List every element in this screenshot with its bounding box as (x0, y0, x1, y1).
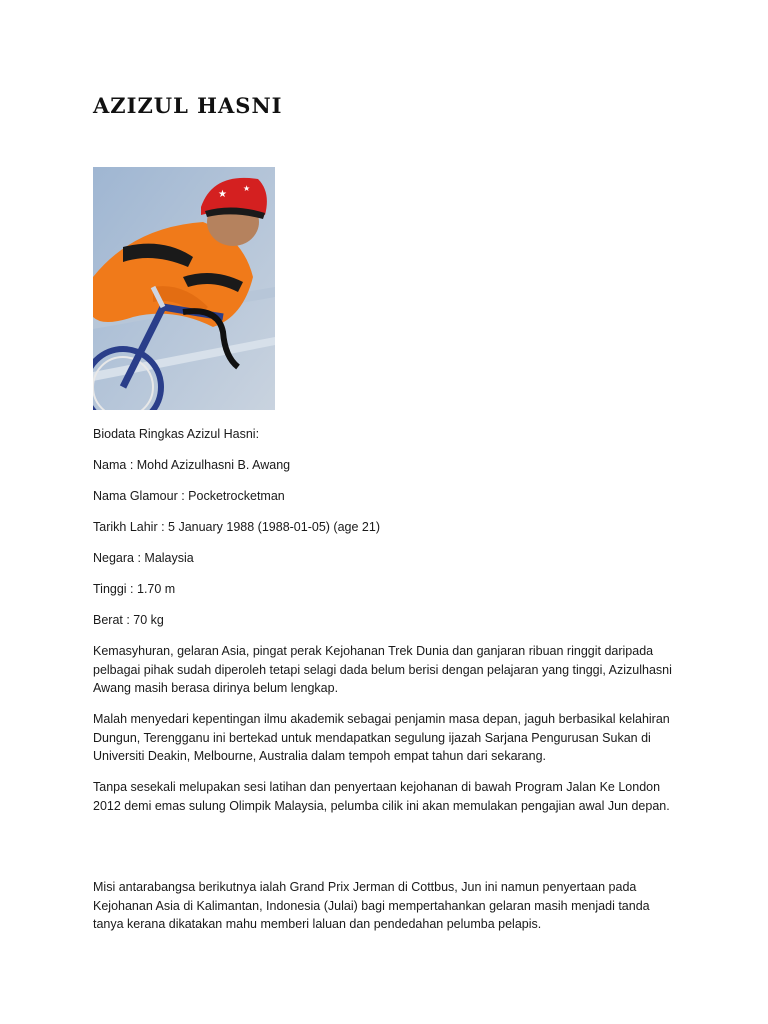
field-tinggi: Tinggi : 1.70 m (93, 582, 176, 596)
paragraph-4: Misi antarabangsa berikutnya ialah Grand Prix Jerman di Cottbus, Jun ini namun penyertaan pada Kejohanan Asia di Kalimantan, Indonesia (Julai) bagi mempertahankan gelaran masih menjadi tanda tanya kerana dikatakan mahu memberi laluan dan pendedahan pelumba pelapis. (93, 880, 650, 931)
paragraph-3: Tanpa sesekali melupakan sesi latihan dan penyertaan kejohanan di bawah Program Jalan Ke London 2012 demi emas sulung Olimpik Malaysia, pelumba cilik ini akan memulakan pengajian awal Jun depan. (93, 780, 670, 813)
field-nama: Nama : Mohd Azizulhasni B. Awang (93, 458, 291, 472)
svg-text:★: ★ (218, 189, 227, 200)
cyclist-photo (93, 167, 275, 410)
paragraph-2: Malah menyedari kepentingan ilmu akademik sebagai penjamin masa depan, jaguh berbasikal kelahiran Dungun, Terengganu ini bertekad untuk mendapatkan segulung ijazah Sarjana Pengurusan Sukan di Universiti Deakin, Melbourne, Australia dalam tempoh empat tahun dari sekarang. (93, 712, 670, 763)
field-berat: Berat : 70 kg (93, 613, 164, 627)
field-nama-glamour: Nama Glamour : Pocketrocketman (93, 489, 285, 503)
field-tarikh-lahir: Tarikh Lahir : 5 January 1988 (1988-01-05) (age 21) (93, 520, 380, 534)
page-title: AZIZUL HASNI (93, 93, 283, 118)
paragraph-1: Kemasyhuran, gelaran Asia, pingat perak Kejohanan Trek Dunia dan ganjaran ribuan ringgit daripada pelbagai pihak sudah diperoleh tetapi selagi dada belum berisi dengan pelajaran yang tinggi, Azizulhasni Awang masih berasa dirinya belum lengkap. (93, 644, 672, 695)
svg-text:★: ★ (243, 184, 251, 193)
field-negara: Negara : Malaysia (93, 551, 194, 565)
biodata-heading: Biodata Ringkas Azizul Hasni: (93, 427, 260, 441)
